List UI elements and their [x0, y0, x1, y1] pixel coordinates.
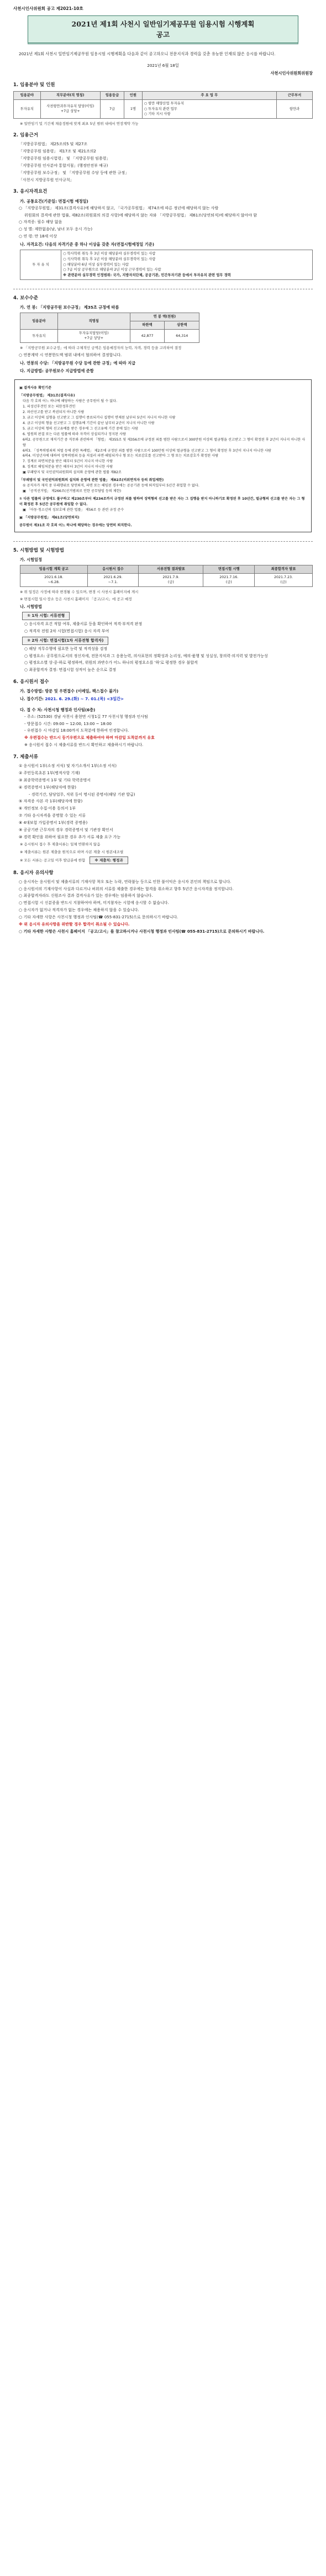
recruitment-table: [13, 91, 313, 119]
box-line: 2. 파산선고를 받고 복권되지 아니한 사람: [23, 410, 85, 415]
col-header: 임용분야: [14, 92, 41, 100]
list-item: ⑨ 공공기관 근무자의 경우 경력증명서 및 기관장 확인서: [19, 827, 113, 832]
cell: 투자유치: [20, 329, 58, 343]
period-value: 2021. 6. 29.(화) ~ 7. 01.(목) <3일간>: [45, 696, 124, 702]
cell: 2021.7.23. (금): [255, 573, 313, 587]
box-line: ▣ 부패방지 및 국민권익위원회의 설치와 운영에 관한 법률 제82조: [23, 470, 122, 475]
documents-note-text: ※ 모든 서류는 공고일 이후 발급분에 한함: [20, 858, 86, 863]
documents-note: ※ 제출서류는 원본 제출을 원칙으로 하며 사본 제출 시 원본대조필: [20, 849, 124, 854]
section-7-title: 7. 제출서류: [13, 754, 38, 760]
list-item: ○ 적격자 전원 2차 시험(면접시험) 응시 자격 부여: [24, 629, 109, 634]
list-item: - 경력기간, 담당업무, 직위 등이 명시된 증명서(해당 기관 발급): [29, 792, 135, 797]
schedule-table: [20, 565, 313, 587]
stage-1-label: ① 1차 시험: 서류전형: [22, 612, 70, 620]
cell: 7급: [100, 99, 124, 118]
col-header: 임용시험 계획 공고: [20, 565, 88, 573]
list-item: 나. 연봉의 수당: 「지방공무원 수당 등에 관한 규정」에 따라 지급: [20, 361, 136, 366]
cell: 42,877: [130, 329, 165, 343]
list-item: ○ 해당 직무수행에 필요한 능력 및 적격성을 검정: [24, 646, 108, 651]
divider: [13, 539, 313, 542]
subsection-exam-method: 나. 시험방법: [20, 604, 42, 610]
subsection-salary: 가. 연 봉: 「지방공무원 보수규정」 제35조 규정에 따름: [20, 305, 119, 310]
table-row: [20, 573, 313, 587]
box-line: ① 다른 법률의 규정에도 불구하고 제230조부터 제234조까지 규정된 죄를 범하여 징역형의 선고를 받은 자는 그 집행을 받지 아니하기로 확정된 후 10년간, 벌금형의 선고를 받은 자는 그 형이 확정된 후 5년간 공무원에 취임할 수 없다.: [19, 496, 305, 506]
qualification-table: [20, 250, 313, 280]
list-item: 「사천시 지방공무원 인사규칙」: [19, 177, 74, 182]
list-item: 「지방공무원법」 제25조의5 및 제27조: [19, 142, 88, 147]
list-item: ⑦ 기타 응시자격을 증명할 수 있는 서류: [19, 813, 86, 818]
col-header: 서류전형 결과발표: [139, 565, 203, 573]
cell: 64,314: [165, 329, 199, 343]
subsection-application-method: 가. 접수방법: 방문 및 우편접수 (이메일, 팩스접수 불가): [20, 689, 119, 694]
section-3-title: 3. 응시자격요건: [13, 189, 48, 195]
box-line: 「지방공무원법」 제31조(결격사유): [19, 394, 75, 398]
document-page: [0, 0, 326, 953]
cell: 1명: [124, 99, 142, 118]
title-line-1: 2021년 제1회 사천시 일반임기제공무원 임용시험 시행계획: [71, 19, 255, 28]
divider: [13, 287, 313, 289]
box-line: 8. 징계로 해임처분을 받은 때부터 3년이 지나지 아니한 사람: [23, 465, 113, 469]
section-5-title: 5. 시험방법 및 시험방법: [13, 547, 64, 553]
col-header: 주 요 업 무: [142, 92, 276, 100]
intro-paragraph: 2021년 제1회 사천시 일반임기제공무원 임용시험 시행계획을 다음과 같이 공고하오니 전문지식과 경력을 갖춘 유능한 인재의 많은 응시를 바랍니다.: [19, 51, 276, 57]
subsection-schedule: 가. 시험일정: [20, 557, 42, 562]
table-row: [20, 329, 199, 343]
list-item: ※ 관련분야 실무경력 인정범위: 국가, 지방자치단체, 공공기관, 민간투자기관 등에서 투자유치 관련 업무 경력: [63, 273, 231, 278]
list-item: ○ 최종합격자 결정: 면접시험 성적이 높은 순으로 결정: [24, 668, 117, 673]
notice-number: 사천시인사위원회 공고 제2021-10호: [13, 6, 83, 11]
box-line: 「부패방지 및 국민권익위원회의 설치와 운영에 관한 법률」 제82조(비위면직자 등의 취업제한): [19, 478, 164, 483]
warning-note: ※ 위 응시자 유의사항을 위반할 경우 합격이 취소될 수 있습니다.: [19, 922, 130, 927]
list-item: ○ 기타 자세한 사항은 사천시청 행정과 인사팀(☎ 055-831-2715)으로 문의하시기 바랍니다.: [19, 915, 178, 920]
col-header: 근무부서: [277, 92, 313, 100]
box-line: 6의4. 미성년자에 대하여 성폭력범죄 등을 저질러 파면·해임되거나 형 또는 치료감호를 선고받아 그 형 또는 치료감호가 확정된 사람: [23, 454, 219, 458]
section-6-title: 6. 응시원서 접수: [13, 679, 49, 685]
stage-2-label: ② 2차 시험: 면접시험(1차 서류전형 합격자): [22, 637, 108, 645]
qualification-field: 투 자 유 치: [20, 250, 61, 280]
list-item: ○ 연 령: 만 18세 이상: [19, 234, 57, 239]
box-line: ▣ 「공직선거법」 제266조(선거범죄로 인한 공무담임 등의 제한): [23, 489, 122, 493]
box-line: 공무원이 제31조 각 호의 어느 하나에 해당하는 경우에는 당연히 퇴직한다.: [19, 523, 132, 527]
list-item: - 우편접수 시 마감일 18:00까지 도착분에 한하여 인정합니다.: [24, 728, 129, 733]
cell: 2021.6.29. ~7.1.: [87, 573, 139, 587]
box-line: 3. 금고 이상의 실형을 선고받고 그 집행이 종료되거나 집행이 면제된 날부터 5년이 지나지 아니한 사람: [23, 416, 176, 420]
issuing-organization: 사천시인사위원회위원장: [270, 70, 313, 76]
disqualification-box: [14, 379, 312, 532]
cell: 항만과: [277, 99, 313, 118]
list-item: 「지방공무원 임용시험령」 및 「지방공무원 임용령」: [19, 156, 111, 161]
col-header: 하한액: [130, 321, 165, 329]
box-line: 6의3. 「성폭력범죄의 처벌 등에 관한 특례법」 제2조에 규정된 죄를 범한 사람으로서 100만원 이상의 벌금형을 선고받고 그 형이 확정된 후 3년이 지나지 아니한 사람: [23, 448, 271, 453]
list-item: ② 주민등록초본 1부(병적사항 기재): [19, 771, 80, 775]
box-line: ▣ 결격사유 확인기준: [19, 386, 51, 390]
notice-date: 2021년 6월 18일: [147, 62, 179, 68]
subsection-application-place: 다. 접 수 처: 사천시청 행정과 인사팀(6층): [20, 707, 96, 712]
warning-note: ※ 우편접수는 반드시 등기우편으로 제출하여야 하며 마감일 도착분까지 유효: [24, 736, 155, 740]
list-item: ⑩ 경력 확인을 위하여 필요한 경우 추가 서류 제출 요구 가능: [19, 834, 121, 839]
table-row: [20, 250, 313, 280]
list-item: ○ 최종합격자라도 신원조사 결과 결격사유가 있는 경우에는 임용하지 않습니다.: [19, 893, 153, 898]
box-line: 6. 법원의 판결 또는 다른 법률에 따라 자격이 상실되거나 정지된 사람: [23, 432, 126, 436]
title-line-2: 공고: [156, 30, 170, 39]
salary-footnote: ※ 「지방공무원 보수규정」에 따라 구체적인 금액은 임용예정자의 능력, 자격, 경력 등을 고려하여 결정: [20, 346, 182, 351]
col-header: 인원: [124, 92, 142, 100]
list-item: ○ 「지방공무원법」 제31조(결격사유)에 해당하지 않고, 「국가공무원법」 제74조에 따른 정년에 해당하지 않는 사람: [19, 205, 219, 210]
box-line: ▣ 「지방공무원법」 제61조(당연퇴직): [19, 515, 80, 520]
list-item: ⑤ 자격증 사본 각 1부(해당자에 한함): [19, 799, 83, 804]
document-title: [28, 15, 298, 45]
list-item: ○ 성 별: 제한없음(남, 남녀 모두 응시 가능): [19, 227, 93, 232]
box-line: 5. 금고 이상의 형의 선고유예를 받은 경우에 그 선고유예 기간 중에 있는 사람: [23, 426, 138, 431]
list-item: ③ 최종학력증명서 1부 및 기타 학력증명서: [19, 777, 91, 782]
col-header: 응시원서 접수: [87, 565, 139, 573]
box-line: 6의2. 공무원으로 재직기간 중 직무와 관련하여 「형법」 제355조 및 제356조에 규정된 죄를 범한 사람으로서 300만원 이상의 벌금형을 선고받고 그 형이 확정된 후 2년이 지나지 아니한 사람: [23, 437, 306, 447]
list-item: 다. 지급방법: 공무원보수 지급방법에 준함: [20, 368, 94, 374]
list-item: ○ 해당분야 6년 이상 실무경력이 있는 사람: [63, 262, 129, 267]
section-4-title: 4. 보수수준: [13, 295, 38, 301]
stage-1-heading: [19, 612, 313, 620]
box-line: 4. 금고 이상의 형을 선고받고 그 집행유예 기간이 끝난 날부터 2년이 지나지 아니한 사람: [23, 421, 155, 425]
list-item: 「지방공무원 임용령」 제17조 및 제21조의2: [19, 149, 96, 154]
col-header: 임용분야: [20, 313, 58, 330]
box-line: ① 공직자가 재직 중 부패행위로 당연퇴직, 파면 또는 해임된 경우에는 공공기관 등에 퇴직일부터 5년간 취업할 수 없다.: [23, 484, 199, 488]
section-1-title: 1. 임용분야 및 인원: [13, 82, 55, 88]
box-line: 7. 징계로 파면처분을 받은 때부터 5년이 지나지 아니한 사람: [23, 459, 113, 464]
list-item: ○ 응시원서의 기재사항이 사실과 다르거나 허위의 서류를 제출한 경우에는 합격을 취소하고 향후 5년간 응시자격을 정지합니다.: [19, 886, 234, 891]
list-item: - 방문접수 시간: 09:00 ~ 12:00, 13:00 ~ 18:00: [24, 721, 112, 726]
documents-note: [20, 856, 313, 864]
stage-2-heading: [19, 637, 313, 645]
list-item: 「지방공무원 인사분야 통합지침」(행정안전부 예규): [19, 163, 108, 168]
list-item: ○ 연봉계약 시 연봉한도액 범위 내에서 협의하여 결정합니다.: [19, 353, 122, 358]
cell: 2021.7.9. (금): [139, 573, 203, 587]
subsection-common-requirements: 가. 공통요건(기준일: 면접시험 예정일): [20, 198, 88, 204]
cell: 2021.7.16. (금): [203, 573, 255, 587]
schedule-note: ※ 위 일정은 사정에 따라 변경될 수 있으며, 변경 시 사천시 홈페이지에 게시: [20, 590, 139, 595]
cell: 사천항만과투자유치 담당(이임) +7급 상당+: [40, 99, 100, 118]
submission-badge: ※ 제출처: 행정과: [90, 856, 128, 864]
list-item: ⑥ 개인정보 수집·이용 동의서 1부: [19, 806, 76, 811]
list-item: ○ 응시자격 요건 적합 여부, 제출서류 등을 확인하여 적격·부적격 판정: [24, 622, 143, 627]
cell: 투자유치: [14, 99, 41, 118]
list-item: ⑧ 4대보험 가입증명서 1부(경력 증명용): [19, 820, 88, 825]
subsection-application-period: [20, 696, 313, 702]
subsection-qualification: 나. 자격요건: 다음의 자격기준 중 하나 이상을 갖춘 자(면접시험예정일 기준): [20, 241, 154, 247]
list-item: 「지방공무원 보수규정」 및 「지방공무원 수당 등에 관한 규정」: [19, 170, 129, 175]
cell: 2021.6.18. ~6.28.: [20, 573, 88, 587]
list-item: ○ 면접시험 시 신분증을 반드시 지참하여야 하며, 미지참자는 시험에 응시할 수 없습니다.: [19, 901, 169, 906]
list-item: ○ 평정요소별 상·중·하로 평정하며, 위원의 과반수가 어느 하나의 평정요소를 '하'로 평정한 경우 불합격: [24, 660, 198, 665]
list-item: ○ 학사학위 취득 후 3년 이상 해당분야 실무경력이 있는 사람: [63, 252, 156, 256]
list-item: ○ 석사학위 취득 후 1년 이상 해당분야 실무경력이 있는 사람: [63, 257, 156, 261]
section-1-footnote: ※ 일반임기 및 기간제 채용정원에 맞게 최초 5년 범위 내에서 연장계약 가능: [20, 121, 139, 126]
col-header: 직무분야(직 명칭): [40, 92, 100, 100]
cell: ○ 항만 해양산업 투자유치 ○ 투자유치 관련 업무 ○ 기타 지시 사항: [142, 99, 276, 118]
documents-note: ※ 응시원서 접수 후 제출서류는 일체 반환하지 않음: [20, 842, 101, 847]
box-line: 1. 피성년후견인 또는 피한정후견인: [23, 405, 76, 409]
list-item: ④ 경력증명서 1부(해당자에 한함): [19, 785, 77, 790]
list-item: ※ 응시원서 접수 시 제출서류를 반드시 확인하고 제출하시기 바랍니다.: [24, 743, 144, 748]
list-item: - 주소: (52530) 경남 사천시 용현면 시청1길 77 사천시청 행정과 인사팀: [24, 714, 148, 719]
section-2-title: 2. 임용근거: [13, 133, 38, 139]
list-item: 위원회의 결격에 관한 법률, 제82조(위원회의 의결 사항)에 해당하지 않는 자와 「지방공무원법」 제61조(당연퇴직)에 해당하지 않아야 함: [24, 213, 257, 218]
col-header: 연 봉 액(천원): [130, 313, 199, 321]
col-header: 최종합격자 발표: [255, 565, 313, 573]
contact-line: ○ 기타 자세한 사항은 사천시 홈페이지 「공고/고시」를 참고하시거나 사천시청 행정과 인사팀(☎ 055-831-2715)으로 문의하시기 바랍니다.: [19, 929, 265, 934]
table-row: [14, 99, 313, 118]
box-line: ▣ 「아동·청소년의 성보호에 관한 법률」 제56조 등 관련 규정 준수: [23, 507, 124, 512]
col-header: 임용등급: [100, 92, 124, 100]
list-item: ○ 응시자는 응시원서 및 제출서류의 기재사항 착오 또는 누락, 연락불능 등으로 인한 불이익은 응시자 본인의 책임으로 합니다.: [19, 879, 232, 884]
cell: 투자유치담당(이임) +7급 상당+: [57, 329, 130, 343]
qualification-lines: [61, 250, 313, 280]
salary-table: [20, 313, 199, 343]
list-item: ○ 7급 이상 공무원으로 해당분야 2년 이상 근무경력이 있는 사람: [63, 268, 161, 272]
list-item: ○ 응시자가 없거나 적격자가 없는 경우에는 채용하지 않을 수 있습니다.: [19, 908, 139, 913]
col-header: 직명칭: [57, 313, 130, 330]
schedule-note: ※ 면접시험 일시·장소 등은 사천시 홈페이지 「공고/고시」에 공고 예정: [20, 597, 132, 602]
section-8-title: 8. 응시자 유의사항: [13, 870, 54, 876]
period-label: 나. 접수기간:: [20, 696, 44, 702]
box-line: 다음 각 호의 어느 하나에 해당하는 사람은 공무원이 될 수 없다.: [23, 399, 118, 404]
list-item: ① 응시원서 1부(소정 서식) 및 자기소개서 1부(소정 서식): [19, 764, 117, 769]
col-header: 면접시험 시행: [203, 565, 255, 573]
list-item: ○ 평정요소: 공무원으로서의 정신자세, 전문지식과 그 응용능력, 의사표현의 정확성과 논리성, 예의·품행 및 성실성, 창의력·의지력 및 발전가능성: [24, 653, 268, 658]
col-header: 상한액: [165, 321, 199, 329]
list-item: ○ 자격증: 필수 해당 없음: [19, 220, 62, 225]
